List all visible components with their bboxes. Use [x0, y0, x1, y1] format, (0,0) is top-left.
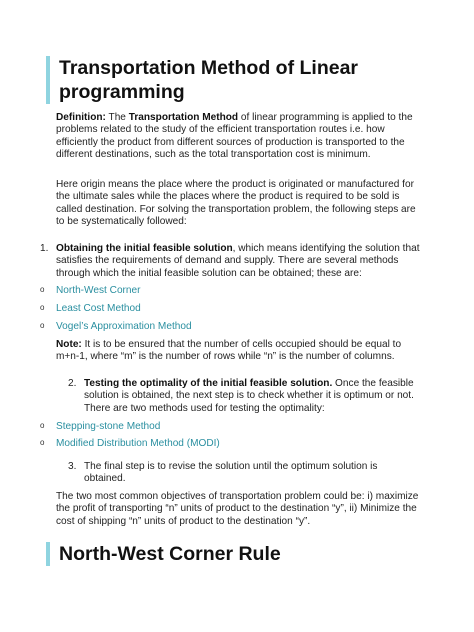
step-1-text: Obtaining the initial feasible solution, which means identifying the solution that satisfies the requirements of demand and supply. There are several methods through which the initial feasible solution can be obtained; these are:: [56, 243, 420, 279]
list-item: [40, 437, 220, 450]
list-item: [40, 284, 141, 297]
definition-label: Definition:: [56, 112, 106, 123]
intro-paragraph: Here origin means the place where the product is originated or manufactured for the ultimate sales while the places where the product is required to be sold is called destination. For solving the transportation problem, the following steps are to be systematically followed:: [56, 179, 416, 227]
bullet-icon: o: [40, 321, 45, 330]
definition-paragraph: Definition: The Transportation Method of linear programming is applied to the problems related to the study of the efficient transportation routes i.e. how efficiently the product from different sources of production is transported to the different destinations, such as the total transportation cost is minimum.: [56, 112, 413, 160]
bullet-icon: o: [40, 438, 45, 447]
north-west-corner-link[interactable]: North-West Corner: [56, 285, 141, 296]
list-item: [40, 320, 192, 333]
step-3-text: The final step is to revise the solution until the optimum solution is obtained.: [84, 461, 378, 485]
stepping-stone-link[interactable]: Stepping-stone Method: [56, 421, 161, 432]
least-cost-method-link[interactable]: Least Cost Method: [56, 303, 141, 314]
bullet-icon: o: [40, 303, 45, 312]
step-3-number: 3.: [68, 461, 77, 472]
step-1-number: 1.: [40, 243, 49, 254]
note-paragraph: Note: It is to be ensured that the number of cells occupied should be equal to m+n-1, where “m” is the number of rows while “n” is the number of columns.: [56, 339, 402, 363]
bullet-icon: o: [40, 285, 45, 294]
step-2-text: Testing the optimality of the initial feasible solution. Once the feasible solution is obtained, the next step is to check whether it is optimum or not. There are two methods used for testing the optimality:: [84, 378, 414, 414]
section-heading: North-West Corner Rule: [46, 542, 429, 566]
modi-method-link[interactable]: Modified Distribution Method (MODI): [56, 438, 220, 449]
definition-term: Transportation Method: [128, 112, 239, 123]
vogels-approximation-link[interactable]: Vogel’s Approximation Method: [56, 321, 192, 332]
list-item: [40, 420, 160, 433]
page-title: Transportation Method of Linear programming: [46, 56, 429, 104]
bullet-icon: o: [40, 421, 45, 430]
step-2-number: 2.: [68, 378, 77, 389]
objectives-paragraph: The two most common objectives of transportation problem could be: i) maximize the profit of transporting “n” units of product to the destination “y”, ii) Minimize the cost of shipping “n” units of product to the destination “y”.: [56, 491, 419, 527]
list-item: [40, 302, 141, 315]
